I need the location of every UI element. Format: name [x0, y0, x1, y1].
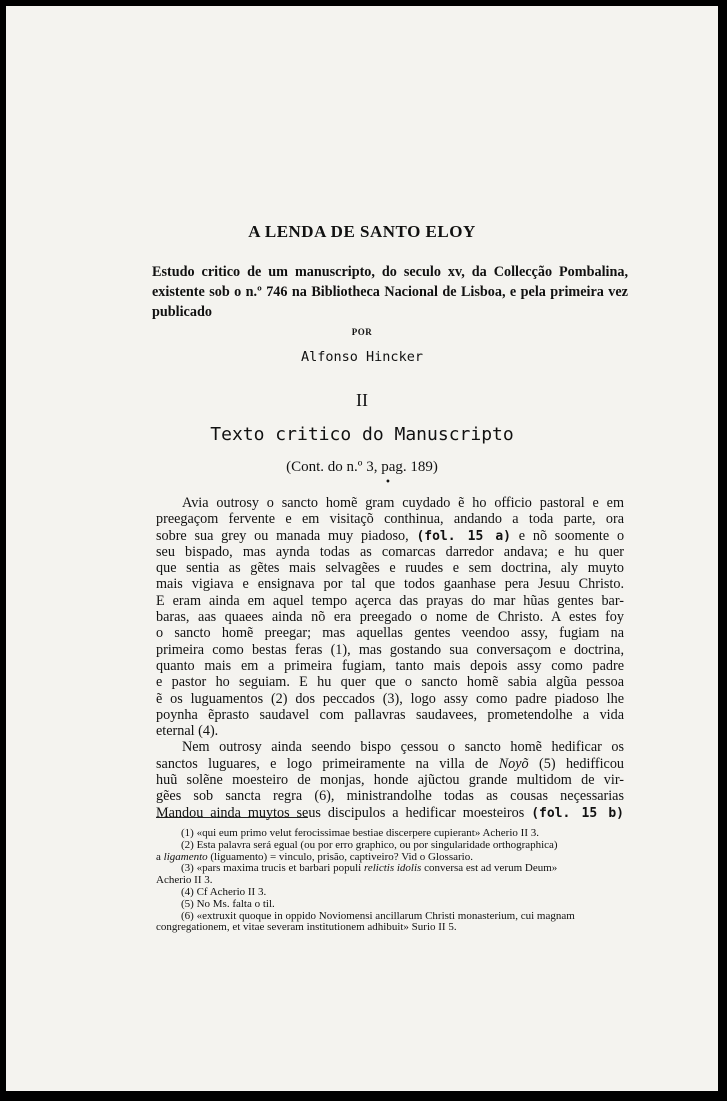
folio-marker: (fol. 15 b) — [531, 805, 624, 821]
footnote-line: (4) Cf Acherio II 3. — [181, 885, 267, 898]
footnote-text-span: (liguamento) = vinculo, prisão, captiveiro? Vid o Glossario. — [210, 850, 473, 863]
body-line — [156, 528, 624, 544]
article-subtitle: Estudo critico de um manuscripto, do seculo xv, da Collecção Pombalina, existente sob o n.º 746 na Bibliotheca Nacional de Lisboa, e pela primeira vez publicado — [152, 264, 628, 320]
footnote-text-span: conversa est ad verum Deum» — [424, 862, 558, 875]
body-text-span: Mandou ainda muytos seus discipulos a hedificar moesteiros — [156, 804, 525, 821]
footnote-line: (2) Esta palavra será egual (ou por erro graphico, ou por singularidade orthographica) — [181, 838, 558, 851]
body-line: eternal (4). — [156, 723, 219, 740]
body-text-span: sobre sua grey ou manada muy piadoso, — [156, 527, 409, 544]
body-line: que sentia as gẽtes mais selvagẽes e ruudes e sem doctrina, aly muyto — [156, 560, 624, 577]
place-name: Noyõ — [498, 755, 529, 772]
body-text — [156, 495, 624, 821]
body-line: gẽes sob sancta regra (6), ministrandolhe todas as cousas neçessarias — [156, 788, 624, 805]
body-line: E eram ainda em aquel tempo açerca das prayas do mar hũas gentes bar- — [156, 592, 624, 609]
footnote-italic: ligamento — [163, 850, 208, 863]
footnote-text-span: (3) «pars maxima trucis et barbari populi — [181, 862, 362, 875]
footnote-line: (1) «qui eum primo velut ferocissimae bestiae discerpere cupierant» Acherio II 3. — [181, 827, 539, 839]
footnote-line: (5) No Ms. falta o til. — [181, 897, 275, 910]
footnote-line: (6) «extruxit quoque in oppido Noviomensi ancillarum Christi monasterium, cui magnam — [181, 909, 575, 922]
document-page — [6, 6, 718, 1091]
body-line: Avia outrosy o sancto homẽ gram cuydado ẽ ho officio pastoral e em — [182, 495, 624, 511]
body-line — [156, 756, 624, 772]
body-line — [156, 805, 624, 821]
footnote-line: congregationem, et vitae severam institutionem adhibuit» Surio II 5. — [156, 921, 457, 934]
body-line: primeira como bestas feras (1), mas gostando sua conversaçom e doctrina, — [156, 641, 624, 658]
body-text-span: sanctos luguares, e logo primeiramente na villa de — [156, 755, 489, 772]
body-text-span: e nõ soomente o — [518, 527, 625, 544]
article-title: A LENDA DE SANTO ELOY — [248, 222, 476, 241]
body-line: ẽ os luguamentos (2) dos peccados (3), logo assy como padre piadoso lhe — [156, 690, 624, 707]
section-heading: Texto critico do Manuscripto — [210, 424, 514, 445]
footnote-italic: relictis idolis — [363, 862, 422, 875]
author-name: Alfonso Hincker — [301, 349, 423, 365]
body-line: Nem outrosy ainda seendo bispo çessou o sancto homẽ hedificar os — [182, 739, 624, 756]
bullet-dot: • — [385, 477, 391, 488]
body-line: seu bispado, mas aynda todas as comarcas darredor andava; e hu quer — [156, 543, 624, 560]
body-text-span: (5) hedifficou — [539, 755, 625, 772]
body-line: o sancto homẽ preegar; mas aquellas gentes veendoo assy, fugiam na — [156, 625, 624, 642]
body-line: e pastor ho seguiam. E hu quer que o sancto homẽ sabia algũa pessoa — [156, 674, 624, 691]
footnotes — [156, 828, 624, 934]
body-line: baras, aas quaees ainda nõ era preegado o nome de Christo. A estes foy — [156, 609, 624, 626]
body-line: quanto mais em a primeira fugiam, tanto mais depois assy como padre — [156, 657, 624, 674]
body-line: mais vigiava e ensignava por tal que todos gaanhase pera Jesuu Christo. — [156, 576, 624, 593]
section-number: II — [356, 390, 368, 410]
folio-marker: (fol. 15 a) — [416, 528, 511, 544]
body-line: preegaçom fervente e em visitaçõ conthinua, andando a toda parte, ora — [156, 511, 624, 528]
continuation-note: (Cont. do n.º 3, pag. 189) — [286, 459, 438, 475]
footnote-line: Acherio II 3. — [156, 874, 213, 887]
footnote-line — [156, 863, 624, 875]
body-line: poynha ẽprasto saudavel com pallavras saudavees, prometendolhe a vida — [156, 706, 624, 723]
footnote-text-span: a — [156, 850, 161, 863]
byline-por: POR — [351, 327, 373, 337]
footnote-divider — [156, 817, 308, 818]
body-line: huũ solẽne moesteiro de monjas, honde ajũctou grande multidom de vir- — [156, 772, 624, 789]
